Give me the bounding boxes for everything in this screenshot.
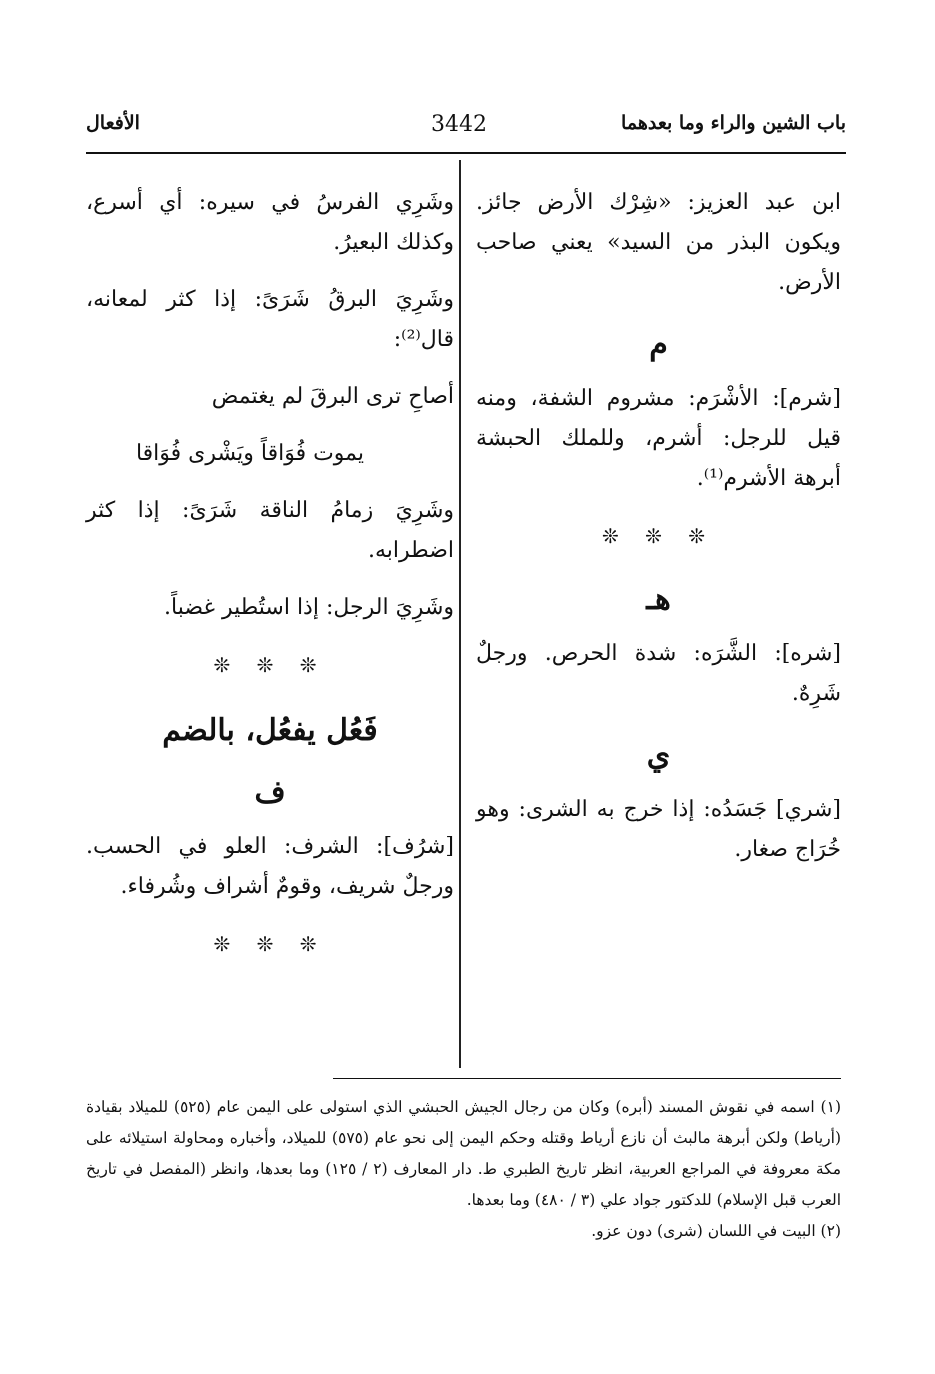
header-rule xyxy=(86,152,846,154)
column-divider xyxy=(459,160,461,1068)
verse-hemistich-1: أصاحِ ترى البرقَ لم يغتمض xyxy=(211,384,454,409)
paragraph: ابن عبد العزيز: «شِرْك الأرض جائز. ويكون البذر من السيد» يعني صاحب الأرض. xyxy=(476,190,841,295)
paragraph: وشَرِيَ زمامُ الناقة شَرَىً: إذا كثر اضطرابه. xyxy=(86,498,454,563)
chapter-title: باب الشين والراء وما بعدهما xyxy=(621,112,846,134)
section-separator: ❊ ❊ ❊ xyxy=(602,524,715,548)
page-header xyxy=(86,112,846,152)
right-column xyxy=(476,183,841,887)
footnote-1: (١) اسمه في نقوش المسند (أبره) وكان من رجال الجيش الحبشي الذي استولى على اليمن عام (٥٢٥) للميلاد بقيادة (أرياط) ولكن أبرهة مالبث أن نازع أرياط وقتله وحكم اليمن إلى نحو عام (٥٧٥) للميلاد، وأخباره ومحاولة استيلائه على مكة معروفة في المراجع العربية، انظر تاريخ الطبري ط. دار المعارف (٢ / ١٢٥) وما بعدها، وانظر (المفصل في تاريخ العرب قبل الإسلام) للدكتور جواد علي (٣ / ٤٨٠) وما بعدها. xyxy=(86,1098,842,1209)
entry-shrm: [شرم]: الأشْرَم: مشروم الشفة، ومنه قيل للرجل: أشرم، وللملك الحبشة أبرهة الأشرم⁽¹⁾. xyxy=(476,386,841,491)
section-separator: ❊ ❊ ❊ xyxy=(213,932,327,956)
footnote-rule xyxy=(333,1078,841,1079)
footnote-2: (٢) البيت في اللسان (شرى) دون عزو. xyxy=(591,1222,841,1240)
section-separator: ❊ ❊ ❊ xyxy=(213,653,327,677)
letter-heading-mim: م xyxy=(649,327,668,362)
letter-heading-fa: ف xyxy=(254,775,286,810)
paragraph: وشَرِي الفرسُ في سيره: أي أسرع، وكذلك البعيرُ. xyxy=(86,190,454,255)
entry-shrf: [شرُف]: الشرف: العلو في الحسب. ورجلٌ شريف، وقومٌ أشراف وشُرفاء. xyxy=(86,834,454,899)
entry-shrh: [شره]: الشَّرَه: شدة الحرص. ورجلٌ شَرِهٌ. xyxy=(476,641,841,706)
page-number: 3442 xyxy=(431,112,487,137)
verb-pattern-heading: فَعُل يفعُل، بالضم xyxy=(162,713,378,748)
letter-heading-ha: هـ xyxy=(646,582,671,617)
verse-hemistich-2: يموت فُوَاقاً ويَشْرى فُوَاقا xyxy=(135,441,364,466)
left-column xyxy=(86,183,454,988)
section-title: الأفعال xyxy=(86,112,140,134)
paragraph: وشَرِيَ الرجل: إذا استُطير غضباً. xyxy=(164,595,454,620)
footnotes xyxy=(86,1092,841,1247)
paragraph: وشَرِيَ البرقُ شَرَىً: إذا كثر لمعانه، قال⁽²⁾: xyxy=(86,287,454,352)
entry-shry: [شري] جَسَدُه: إذا خرج به الشرى: وهو خُرَاج صغار. xyxy=(476,797,841,862)
letter-heading-ya: ي xyxy=(646,738,671,773)
